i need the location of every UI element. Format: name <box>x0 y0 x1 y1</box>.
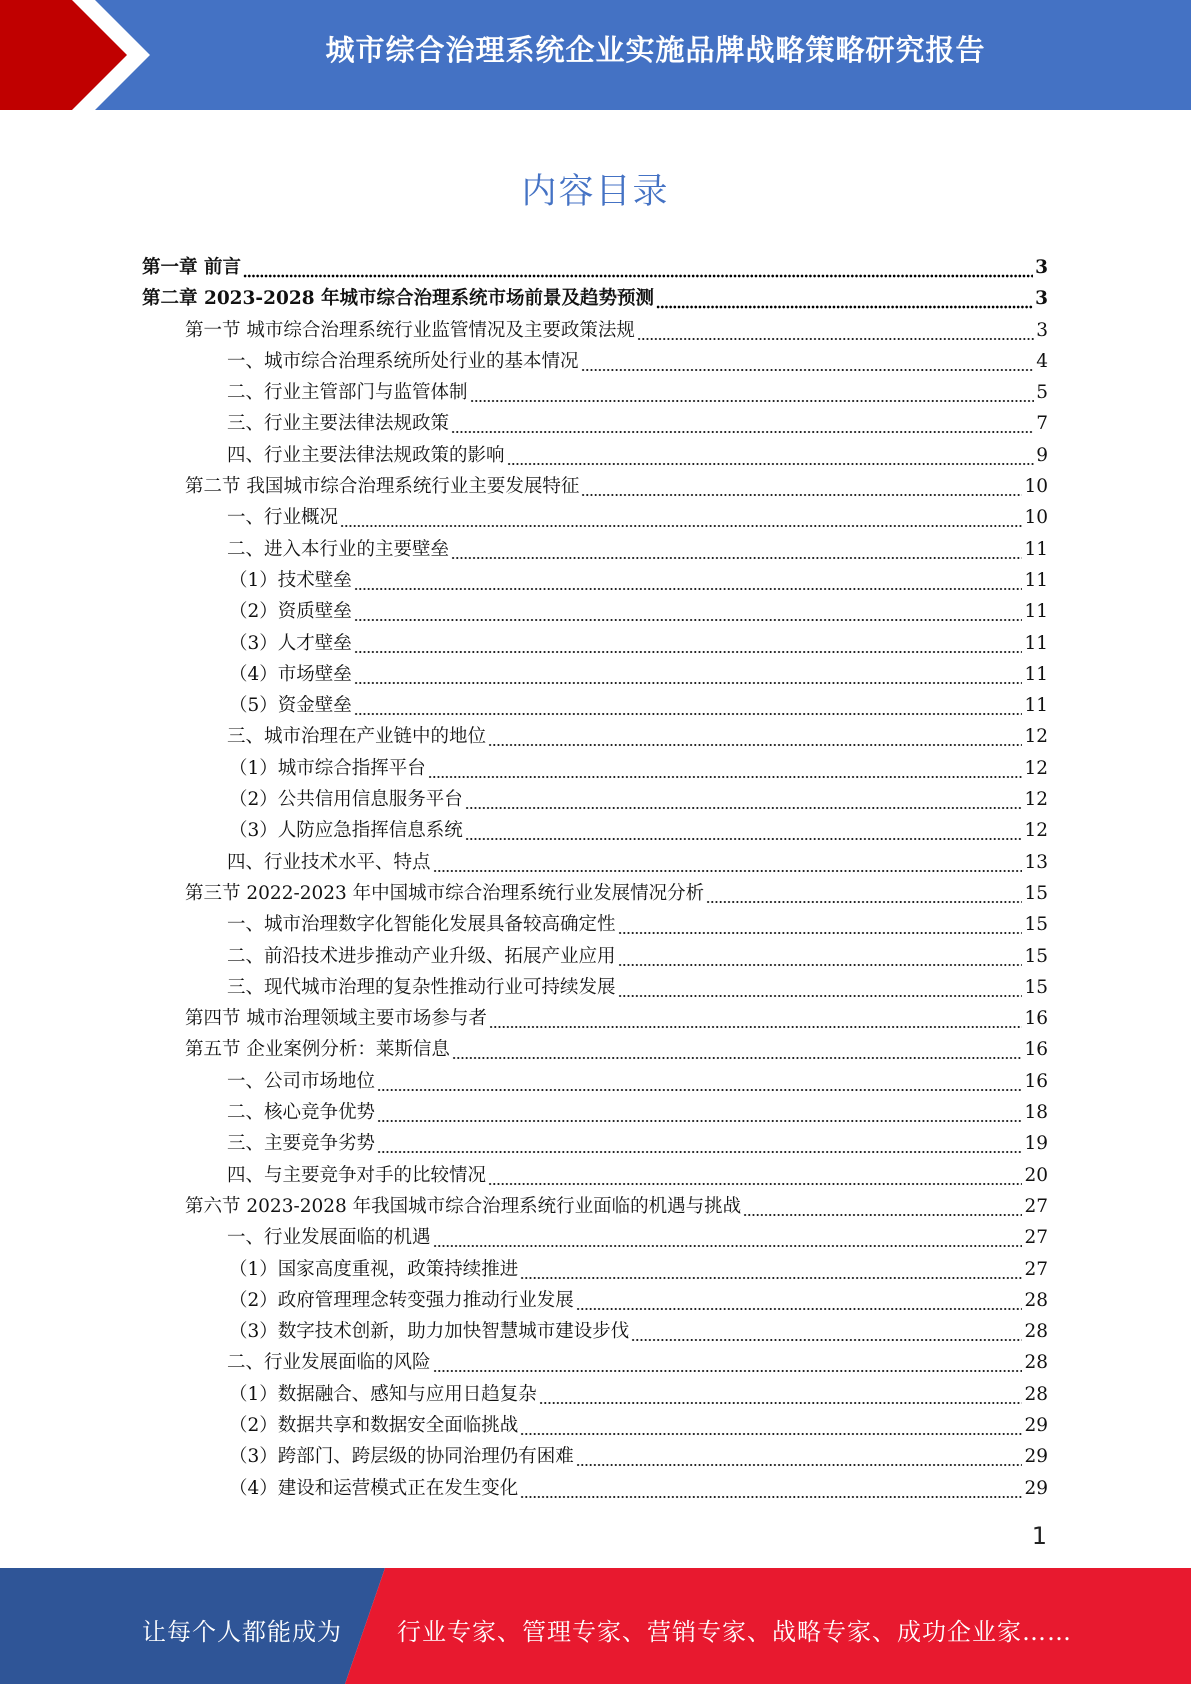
toc-entry[interactable] <box>142 565 1048 596</box>
toc-dot-leader <box>581 346 1035 377</box>
toc-entry-text: 二、进入本行业的主要壁垒 <box>227 538 450 560</box>
toc-dot-leader <box>243 252 1033 283</box>
toc-entry-page: 13 <box>1024 851 1048 873</box>
toc-entry-text: 第二章 2023-2028 年城市综合治理系统市场前景及趋势预测 <box>142 288 655 310</box>
toc-entry-text: 一、行业发展面临的机遇 <box>227 1227 431 1249</box>
toc-entry-page: 7 <box>1036 413 1048 435</box>
toc-entry-page: 11 <box>1024 538 1048 560</box>
toc-entry-page: 9 <box>1036 444 1048 466</box>
toc-entry-text: 第六节 2023-2028 年我国城市综合治理系统行业面临的机遇与挑战 <box>185 1195 742 1217</box>
toc-entry[interactable] <box>142 502 1048 533</box>
toc-dot-leader <box>451 408 1034 439</box>
toc-entry[interactable] <box>142 1191 1048 1222</box>
toc-dot-leader <box>428 753 1023 784</box>
toc-entry-text: 三、主要竞争劣势 <box>227 1133 376 1155</box>
toc-entry-page: 12 <box>1024 757 1048 779</box>
toc-dot-leader <box>433 847 1023 878</box>
toc-entry-text: 三、现代城市治理的复杂性推动行业可持续发展 <box>227 976 616 998</box>
toc-entry-page: 3 <box>1035 288 1048 310</box>
toc-entry-page: 28 <box>1024 1321 1048 1343</box>
toc-dot-leader <box>618 972 1023 1003</box>
toc-entry[interactable] <box>142 408 1048 439</box>
toc-dot-leader <box>743 1191 1022 1222</box>
toc-entry-text: 一、行业概况 <box>227 507 339 529</box>
toc-entry-page: 27 <box>1024 1227 1048 1249</box>
toc-entry-page: 10 <box>1024 507 1048 529</box>
toc-dot-leader <box>470 377 1035 408</box>
toc-entry-page: 3 <box>1035 257 1048 278</box>
toc-entry-page: 28 <box>1024 1289 1048 1311</box>
toc-entry-text: （1）国家高度重视，政策持续推进 <box>229 1258 519 1280</box>
toc-entry-text: 第三节 2022-2023 年中国城市综合治理系统行业发展情况分析 <box>185 882 705 904</box>
toc-entry-page: 11 <box>1024 601 1048 623</box>
toc-dot-leader <box>520 1473 1022 1504</box>
toc-entry-page: 4 <box>1036 350 1048 372</box>
toc-entry[interactable] <box>142 1379 1048 1410</box>
toc-entry-text: 第一章 前言 <box>142 257 241 278</box>
toc-entry[interactable] <box>142 283 1048 314</box>
toc-entry-text: （2）政府管理理念转变强力推动行业发展 <box>229 1289 574 1311</box>
toc-entry-text: （5）资金壁垒 <box>229 695 352 717</box>
toc-entry[interactable] <box>142 1410 1048 1441</box>
toc-dot-leader <box>465 815 1023 846</box>
toc-dot-leader <box>618 909 1023 940</box>
toc-entry-page: 18 <box>1024 1102 1048 1124</box>
toc-entry-text: 二、核心竞争优势 <box>227 1102 376 1124</box>
toc-entry-text: （4）建设和运营模式正在发生变化 <box>229 1477 519 1499</box>
toc-dot-leader <box>452 1034 1023 1065</box>
toc-entry[interactable] <box>142 1347 1048 1378</box>
toc-entry[interactable] <box>142 628 1048 659</box>
toc-entry[interactable] <box>142 1160 1048 1191</box>
toc-dot-leader <box>618 941 1023 972</box>
footer-slogan-right: 行业专家、管理专家、营销专家、战略专家、成功企业家…… <box>397 1618 1072 1646</box>
toc-entry-text: 四、行业主要法律法规政策的影响 <box>227 444 505 466</box>
toc-dot-leader <box>354 596 1023 627</box>
toc-entry-text: 一、城市治理数字化智能化发展具备较高确定性 <box>227 914 616 936</box>
toc-entry-page: 27 <box>1024 1195 1048 1217</box>
toc-dot-leader <box>340 502 1022 533</box>
toc-entry[interactable] <box>142 721 1048 752</box>
toc-dot-leader <box>581 471 1022 502</box>
toc-entry-page: 19 <box>1024 1133 1048 1155</box>
toc-entry[interactable] <box>142 784 1048 815</box>
toc-entry-page: 20 <box>1024 1164 1048 1186</box>
toc-entry-page: 15 <box>1024 882 1048 904</box>
toc-dot-leader <box>377 1066 1022 1097</box>
toc-entry-page: 12 <box>1024 789 1048 811</box>
toc-entry-text: 三、行业主要法律法规政策 <box>227 413 450 435</box>
toc-entry[interactable] <box>142 1222 1048 1253</box>
toc-entry-text: 第二节 我国城市综合治理系统行业主要发展特征 <box>185 476 580 498</box>
toc-entry-text: 一、公司市场地位 <box>227 1070 376 1092</box>
toc-entry[interactable] <box>142 1128 1048 1159</box>
toc-dot-leader <box>354 690 1023 721</box>
toc-entry-page: 15 <box>1024 914 1048 936</box>
toc-entry[interactable] <box>142 1441 1048 1472</box>
toc-entry-text: 二、行业主管部门与监管体制 <box>227 382 468 404</box>
toc-entry-page: 16 <box>1024 1008 1048 1030</box>
toc-dot-leader <box>520 1254 1022 1285</box>
toc-entry-text: 一、城市综合治理系统所处行业的基本情况 <box>227 350 579 372</box>
toc-dot-leader <box>539 1379 1023 1410</box>
toc-heading: 内容目录 <box>521 172 670 212</box>
toc-entry-page: 27 <box>1024 1258 1048 1280</box>
toc-entry[interactable] <box>142 534 1048 565</box>
toc-entry[interactable] <box>142 1254 1048 1285</box>
footer-slogan-left: 让每个人都能成为 <box>142 1618 342 1646</box>
toc-entry-text: （1）城市综合指挥平台 <box>229 757 426 779</box>
toc-entry-text: （2）数据共享和数据安全面临挑战 <box>229 1414 519 1436</box>
toc-entry[interactable] <box>142 1473 1048 1504</box>
toc-dot-leader <box>451 534 1022 565</box>
toc-entry-page: 3 <box>1036 319 1048 341</box>
toc-entry-text: 三、城市治理在产业链中的地位 <box>227 726 487 748</box>
toc-entry[interactable] <box>142 1034 1048 1065</box>
toc-dot-leader <box>656 283 1033 314</box>
toc-entry-page: 15 <box>1024 976 1048 998</box>
toc-dot-leader <box>354 628 1023 659</box>
toc-entry-page: 15 <box>1024 945 1048 967</box>
toc-entry-page: 5 <box>1036 382 1048 404</box>
toc-entry-page: 11 <box>1024 663 1048 685</box>
toc-entry[interactable] <box>142 1066 1048 1097</box>
toc-entry[interactable] <box>142 252 1048 283</box>
toc-dot-leader <box>631 1316 1022 1347</box>
toc-entry[interactable] <box>142 909 1048 940</box>
toc-entry-text: 四、行业技术水平、特点 <box>227 851 431 873</box>
page-number: 1 <box>1031 1522 1047 1550</box>
toc-entry-text: （3）跨部门、跨层级的协同治理仍有困难 <box>229 1446 574 1468</box>
toc-entry-page: 11 <box>1024 569 1048 591</box>
toc-dot-leader <box>377 1128 1022 1159</box>
toc-dot-leader <box>520 1410 1022 1441</box>
toc-entry[interactable] <box>142 753 1048 784</box>
toc-entry[interactable] <box>142 878 1048 909</box>
toc-entry-text: （1）技术壁垒 <box>229 569 352 591</box>
toc-dot-leader <box>433 1222 1023 1253</box>
toc-entry-page: 12 <box>1024 726 1048 748</box>
toc-entry-page: 10 <box>1024 476 1048 498</box>
toc-entry[interactable] <box>142 847 1048 878</box>
toc-entry-text: （3）数字技术创新，助力加快智慧城市建设步伐 <box>229 1321 630 1343</box>
toc-dot-leader <box>637 315 1034 346</box>
toc-dot-leader <box>489 1003 1023 1034</box>
toc-entry[interactable] <box>142 315 1048 346</box>
toc-entry-text: 第四节 城市治理领域主要市场参与者 <box>185 1008 487 1030</box>
toc-entry[interactable] <box>142 440 1048 471</box>
page-footer <box>0 1568 1191 1684</box>
toc-dot-leader <box>576 1441 1023 1472</box>
toc-entry[interactable] <box>142 941 1048 972</box>
toc-entry-text: 第五节 企业案例分析：莱斯信息 <box>185 1039 450 1061</box>
toc-entry[interactable] <box>142 690 1048 721</box>
toc-entry[interactable] <box>142 1003 1048 1034</box>
toc-entry[interactable] <box>142 596 1048 627</box>
toc-entry-text: 四、与主要竞争对手的比较情况 <box>227 1164 487 1186</box>
toc-entry-text: （2）资质壁垒 <box>229 601 352 623</box>
toc-dot-leader <box>507 440 1035 471</box>
toc-entry[interactable] <box>142 815 1048 846</box>
toc-entry-page: 11 <box>1024 695 1048 717</box>
toc-entry-page: 29 <box>1024 1477 1048 1499</box>
toc-entry-text: （2）公共信用信息服务平台 <box>229 789 463 811</box>
toc-entry-text: （3）人防应急指挥信息系统 <box>229 820 463 842</box>
toc-entry-page: 29 <box>1024 1414 1048 1436</box>
toc-entry[interactable] <box>142 346 1048 377</box>
toc-dot-leader <box>576 1285 1023 1316</box>
toc-entry[interactable] <box>142 377 1048 408</box>
toc-entry[interactable] <box>142 1097 1048 1128</box>
toc-dot-leader <box>354 659 1023 690</box>
table-of-contents <box>142 252 1048 1504</box>
toc-dot-leader <box>354 565 1023 596</box>
page-header <box>0 0 1191 110</box>
toc-dot-leader <box>433 1347 1023 1378</box>
toc-dot-leader <box>488 1160 1022 1191</box>
toc-entry[interactable] <box>142 1285 1048 1316</box>
toc-entry[interactable] <box>142 1316 1048 1347</box>
toc-entry-page: 11 <box>1024 632 1048 654</box>
toc-entry-page: 28 <box>1024 1352 1048 1374</box>
toc-entry-text: 二、行业发展面临的风险 <box>227 1352 431 1374</box>
toc-dot-leader <box>465 784 1023 815</box>
toc-entry-text: 第一节 城市综合治理系统行业监管情况及主要政策法规 <box>185 319 635 341</box>
toc-entry[interactable] <box>142 659 1048 690</box>
toc-entry-page: 16 <box>1024 1039 1048 1061</box>
toc-entry-page: 16 <box>1024 1070 1048 1092</box>
toc-entry[interactable] <box>142 471 1048 502</box>
toc-entry-page: 28 <box>1024 1383 1048 1405</box>
toc-dot-leader <box>488 721 1022 752</box>
report-title: 城市综合治理系统企业实施品牌战略策略研究报告 <box>325 33 986 67</box>
toc-dot-leader <box>706 878 1022 909</box>
toc-entry-text: 二、前沿技术进步推动产业升级、拓展产业应用 <box>227 945 616 967</box>
toc-entry[interactable] <box>142 972 1048 1003</box>
toc-entry-text: （4）市场壁垒 <box>229 663 352 685</box>
toc-entry-text: （3）人才壁垒 <box>229 632 352 654</box>
toc-entry-text: （1）数据融合、感知与应用日趋复杂 <box>229 1383 537 1405</box>
toc-entry-page: 12 <box>1024 820 1048 842</box>
toc-entry-page: 29 <box>1024 1446 1048 1468</box>
toc-dot-leader <box>377 1097 1022 1128</box>
